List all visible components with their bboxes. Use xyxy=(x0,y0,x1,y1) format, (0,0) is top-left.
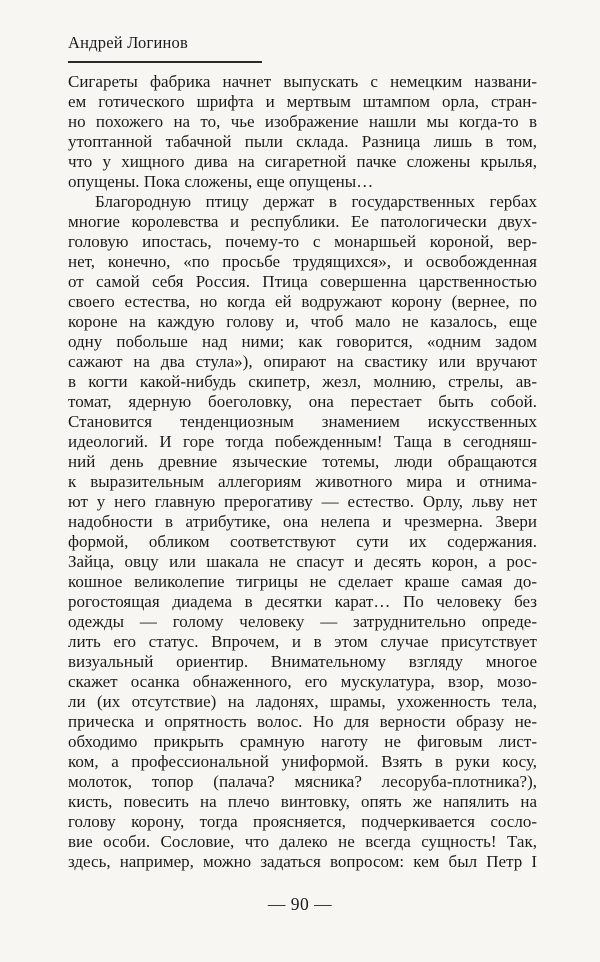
text-line: надобности в атрибутике, она нелепа и чрезмерна. Звери xyxy=(68,512,537,531)
text-line: своего естества, но когда ей водружают корону (вернее, по xyxy=(68,292,537,311)
text-line: ют у него главную прерогативу — естество. Орлу, льву нет xyxy=(68,492,537,511)
text-line: короне на каждую голову и, чтоб мало не казалось, еще xyxy=(68,312,537,331)
text-line: утоптанной табачной пыли склада. Разница лишь в том, xyxy=(68,132,537,151)
text-line: что у хищного дива на сигаретной пачке сложены крылья, xyxy=(68,152,537,171)
text-line: визуальный ориентир. Внимательному взгляду многое xyxy=(68,652,537,671)
paragraph xyxy=(68,72,537,192)
text-line: Зайца, овцу или шакала не спасут и десять корон, а рос- xyxy=(68,552,537,571)
text-line: ем готического шрифта и мертвым штампом орла, стран- xyxy=(68,92,537,111)
text-line: лить его статус. Впрочем, и в этом случае присутствует xyxy=(68,632,537,651)
text-line: скажет осанка обнаженного, его мускулатура, взор, мозо- xyxy=(68,672,537,691)
text-line: кисть, повесить на плечо винтовку, опять же напялить на xyxy=(68,792,537,811)
text-line: Становится тенденциозным знамением искусственных xyxy=(68,412,537,431)
text-line: но похожего на то, чье изображение нашли мы когда-то в xyxy=(68,112,537,131)
text-line: Благородную птицу держат в государственных гербах xyxy=(95,192,537,211)
header-rule xyxy=(68,61,262,63)
text-line: опущены. Пока сложены, еще опущены… xyxy=(68,172,374,191)
text-line: томат, ядерную боеголовку, она перестает быть собой. xyxy=(68,392,537,411)
text-line: идеологий. И горе тогда побежденным! Таща в сегодняш- xyxy=(68,432,537,451)
text-line: одну побольше над ними; как говорится, «одним задом xyxy=(68,332,537,351)
text-line: ком, а профессиональной униформой. Взять в руки косу, xyxy=(68,752,537,771)
text-line: здесь, например, можно задаться вопросом: кем был Петр I xyxy=(68,852,537,871)
text-line: сажают на два стула»), опирают на свастику или вручают xyxy=(68,352,537,371)
text-line: нет, конечно, «по просьбе трудящихся», и освобожденная xyxy=(68,252,537,271)
text-line: многие королевства и республики. Ее патологически двух- xyxy=(68,212,537,231)
text-line: прическа и опрятность волос. Но для верности образу не- xyxy=(68,712,537,731)
text-line: кошное великолепие тигрицы не сделает краше самая до- xyxy=(68,572,537,591)
text-line: от самой себя Россия. Птица совершенна царственностью xyxy=(68,272,537,291)
page-number: — 90 — xyxy=(267,894,333,914)
text-line: вие особи. Сословие, что далеко не всегда сущность! Так, xyxy=(68,832,537,851)
paragraph xyxy=(68,192,537,872)
text-line: ли (их отсутствие) на ладонях, шрамы, ухоженность тела, xyxy=(68,692,537,711)
body-text xyxy=(68,72,537,872)
text-line: головую ипостась, почему-то с монаршьей короной, вер- xyxy=(68,232,537,251)
text-line: к выразительным аллегориям животного мира и отнима- xyxy=(68,472,537,491)
text-line: формой, обликом соответствуют сути их содержания. xyxy=(68,532,537,551)
text-line: одежды — голому человеку — затруднительно опреде- xyxy=(68,612,537,631)
text-line: голову корону, тогда проясняется, подчеркивается сосло- xyxy=(68,812,537,831)
running-head-author: Андрей Логинов xyxy=(68,33,188,52)
text-line: обходимо прикрыть срамную наготу не фиговым лист- xyxy=(68,732,537,751)
text-line: рогостоящая диадема в десятки карат… По человеку без xyxy=(68,592,537,611)
text-line: в когти какой-нибудь скипетр, жезл, молнию, стрелы, ав- xyxy=(68,372,537,391)
text-line: молоток, топор (палача? мясника? лесоруба-плотника?), xyxy=(68,772,537,791)
text-line: Сигареты фабрика начнет выпускать с немецким названи- xyxy=(68,72,537,91)
text-line: ний день древние языческие тотемы, люди обращаются xyxy=(68,452,537,471)
